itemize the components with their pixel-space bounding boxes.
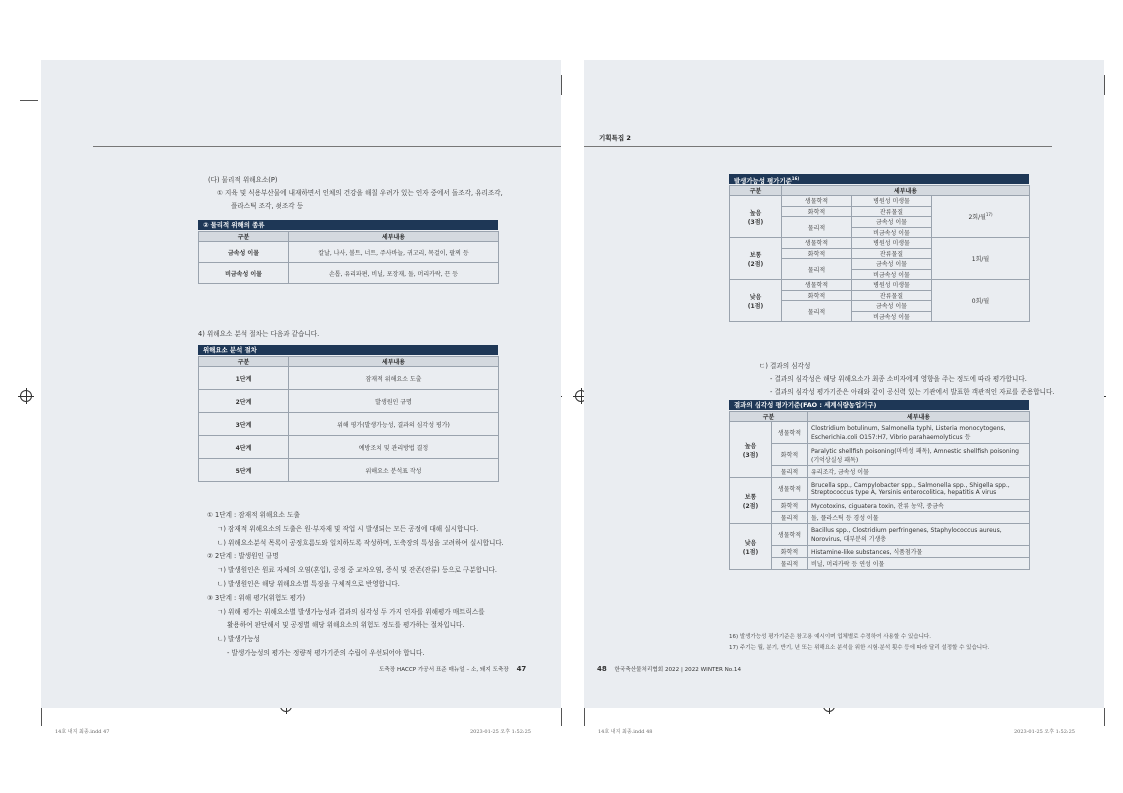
- footer-title: 한국축산물처리협회 2022 | 2022 WINTER No.14: [614, 667, 742, 673]
- footer-right: [597, 665, 741, 673]
- level-cell: [730, 478, 772, 524]
- level-score: (3점): [742, 451, 759, 459]
- severity-table-title: 결과의 심각성 평가기준(FAO : 세계식량농업기구): [729, 400, 1029, 410]
- table-cell: 4단계: [199, 436, 289, 459]
- detail-line: 유리조각, 금속성 이물: [811, 469, 869, 476]
- level-cell: [730, 196, 782, 238]
- level-label: 낮음: [749, 293, 762, 301]
- physical-table-title: ② 물리적 위해의 종류: [198, 220, 498, 230]
- step-line: ② 2단계 : 발생원인 규명: [207, 552, 279, 561]
- crop-mark: [561, 75, 562, 95]
- procedure-intro: 4) 위해요소 분석 절차는 다음과 같습니다.: [198, 330, 320, 338]
- level-score: (1점): [742, 548, 759, 556]
- detail-cell: [808, 500, 1030, 512]
- frequency-value: 0회/월: [971, 298, 990, 305]
- type-cell: 생물학적: [782, 196, 852, 207]
- registration-mark-icon: [20, 390, 32, 402]
- detail-cell: 비금속성 이물: [852, 227, 932, 238]
- footnote-ref: 17): [985, 212, 993, 217]
- col-header: 세부내용: [782, 186, 1030, 196]
- type-cell: 물리적: [772, 466, 808, 478]
- col-header: 세부내용: [808, 412, 1030, 422]
- slug-date-right: 2023-01-25 오후 1:52:25: [1014, 729, 1075, 735]
- detail-cell: [808, 466, 1030, 478]
- table-cell: 잠재적 위해요소 도출: [289, 367, 499, 390]
- level-label: 낮음: [744, 539, 757, 547]
- detail-cell: 병원성 미생물: [852, 280, 932, 291]
- likelihood-title-text: 발생가능성 평가기준: [734, 177, 792, 186]
- crop-mark: [584, 708, 585, 726]
- frequency-value: 2회/월: [968, 214, 986, 221]
- level-cell: [730, 280, 782, 322]
- col-header: 구분: [730, 186, 782, 196]
- type-cell: 생물학적: [782, 238, 852, 249]
- level-score: (1점): [747, 302, 764, 310]
- detail-cell: 잔류물질: [852, 248, 932, 259]
- level-cell: [730, 524, 772, 570]
- type-cell: 화학적: [772, 546, 808, 558]
- page-number: 47: [516, 665, 527, 673]
- detail-line: Clostridium botulinum, Salmonella typhi, Listeria monocytogens,: [811, 424, 1006, 432]
- type-cell: 생물학적: [782, 280, 852, 291]
- physical-definition-line: 플라스틱 조각, 쇳조각 등: [231, 202, 304, 210]
- left-page: [41, 60, 561, 708]
- detail-cell: 잔류물질: [852, 206, 932, 217]
- crop-mark: [41, 708, 42, 726]
- likelihood-table: [729, 185, 1030, 322]
- detail-cell: 병원성 미생물: [852, 238, 932, 249]
- table-cell: 위해요소 분석표 작성: [289, 459, 499, 482]
- detail-cell: [808, 478, 1030, 500]
- level-score: (3점): [747, 218, 764, 226]
- physical-hazard-table: [198, 231, 499, 284]
- type-cell: 화학적: [772, 500, 808, 512]
- frequency-value: 1회/월: [971, 256, 990, 263]
- page-number: 48: [597, 665, 607, 673]
- procedure-table-title: 위해요소 분석 절차: [198, 345, 498, 355]
- table-cell: 발생원인 규명: [289, 390, 499, 413]
- severity-line: - 결과의 심각성 평가기준은 아래와 같이 공신력 있는 기관에서 발표한 객관적인 자료를 준용합니다.: [770, 388, 1055, 396]
- physical-definition-line: ① 지육 및 식용부산물에 내재하면서 인체의 건강을 해칠 우려가 있는 인자 중에서 돌조각, 유리조각,: [217, 189, 503, 197]
- step-line: ㄱ) 위해 평가는 위해요소별 발생가능성과 결과의 심각성 두 가지 인자를 위해평가 매트릭스를: [217, 607, 485, 616]
- slug-file-right: 14호 내지 최종.indd 48: [598, 729, 653, 735]
- detail-line: 돌, 플라스틱 등 경성 이물: [811, 515, 879, 522]
- type-cell: 물리적: [782, 259, 852, 280]
- detail-cell: 금속성 이물: [852, 301, 932, 312]
- detail-line: Mycotoxins, ciguatera toxin, 잔류 농약, 중금속: [811, 503, 944, 510]
- slug-date-left: 2023-01-25 오후 1:52:25: [470, 729, 531, 735]
- step-line: ㄱ) 발생원인은 원료 자체의 오염(혼입), 공정 중 교차오염, 증식 및 잔존(잔류) 등으로 구분합니다.: [217, 566, 497, 575]
- table-cell: 1단계: [199, 367, 289, 390]
- type-cell: 생물학적: [772, 422, 808, 444]
- detail-line: Escherichia.coli O157:H7, Vibrio parahaemolyticus 등: [811, 433, 971, 441]
- footnote: 17) 주기는 월, 분기, 반기, 년 또는 위해요소 분석을 위한 시험·분석 횟수 등에 따라 달리 설정할 수 있습니다.: [729, 645, 990, 651]
- table-cell: 위해 평가(발생가능성, 결과의 심각성 평가): [289, 413, 499, 436]
- level-label: 보통: [744, 493, 757, 501]
- detail-line: Paralytic shellfish poisoning(마비성 패독), Amnestic shellfish poisoning: [811, 447, 1019, 455]
- running-head: 기획특집 2: [599, 134, 631, 142]
- level-score: (2점): [742, 502, 759, 510]
- detail-cell: 비금속성 이물: [852, 269, 932, 280]
- detail-cell: [808, 444, 1030, 466]
- type-cell: 화학적: [782, 206, 852, 217]
- detail-cell: 잔류물질: [852, 290, 932, 301]
- detail-cell: [808, 524, 1030, 546]
- frequency-cell: [932, 238, 1030, 280]
- col-header: 구분: [199, 232, 289, 242]
- detail-line: Brucella spp., Campylobacter spp., Salmonella spp., Shigella spp.,: [811, 481, 1010, 489]
- type-cell: 물리적: [782, 217, 852, 238]
- detail-cell: [808, 422, 1030, 444]
- table-cell: 5단계: [199, 459, 289, 482]
- header-rule: [584, 146, 1052, 147]
- detail-cell: [808, 512, 1030, 524]
- crop-mark: [1104, 708, 1105, 726]
- table-cell: 예방조치 및 관리방법 결정: [289, 436, 499, 459]
- level-label: 높음: [749, 209, 762, 217]
- step-line: ㄱ) 잠재적 위해요소의 도출은 원·부자재 및 작업 시 발생되는 모든 공정에 대해 실시합니다.: [217, 524, 479, 533]
- header-rule: [93, 146, 561, 147]
- footnote: 16) 발생가능성 평가기준은 참고용 예시이며 업체별로 수정하여 사용할 수 있습니다.: [729, 634, 931, 640]
- table-cell: 손톱, 유리파편, 비닐, 포장재, 돌, 머리카락, 끈 등: [289, 263, 499, 284]
- crop-mark: [561, 708, 562, 726]
- procedure-table: [198, 356, 499, 482]
- right-page: [584, 60, 1104, 708]
- likelihood-table-title: [729, 174, 1029, 184]
- level-cell: [730, 238, 782, 280]
- detail-line: 비닐, 머리카락 등 연성 이물: [811, 561, 885, 568]
- col-header: 세부내용: [289, 357, 499, 367]
- level-cell: [730, 422, 772, 478]
- frequency-cell: [932, 196, 1030, 238]
- detail-cell: 병원성 미생물: [852, 196, 932, 207]
- col-header: 구분: [730, 412, 808, 422]
- type-cell: 생물학적: [772, 478, 808, 500]
- type-cell: 화학적: [782, 248, 852, 259]
- footer-title: 도축장 HACCP 가공서 표준 매뉴얼 – 소, 돼지 도축장: [379, 667, 509, 673]
- type-cell: 생물학적: [772, 524, 808, 546]
- level-label: 보통: [749, 251, 762, 259]
- step-line: ㄴ) 발생원인은 해당 위해요소별 특징을 구체적으로 반영합니다.: [217, 580, 400, 588]
- crop-mark: [1104, 75, 1105, 95]
- col-header: 구분: [199, 357, 289, 367]
- detail-line: (기억상실성 패독): [811, 456, 859, 464]
- detail-cell: 금속성 이물: [852, 217, 932, 228]
- type-cell: 화학적: [782, 290, 852, 301]
- table-cell: 비금속성 이물: [199, 263, 289, 284]
- detail-line: Histamine-like substances, 식품첨가물: [811, 549, 923, 556]
- level-score: (2점): [747, 260, 764, 268]
- severity-table: [729, 411, 1030, 570]
- table-cell: 3단계: [199, 413, 289, 436]
- step-line: ㄴ) 발생가능성: [217, 635, 260, 644]
- type-cell: 물리적: [782, 301, 852, 322]
- step-line: - 발생가능성의 평가는 정량적 평가기준의 수립이 우선되어야 합니다.: [227, 649, 425, 657]
- section-heading-physical: (다) 물리적 위해요소(P): [208, 176, 278, 184]
- table-cell: 칼날, 나사, 볼트, 너트, 주사바늘, 귀고리, 목걸이, 팔찌 등: [289, 242, 499, 263]
- detail-line: Bacillus spp., Clostridium perfringenes, Staphylococcus aureus,: [811, 526, 1002, 534]
- severity-heading: ㄷ) 결과의 심각성: [759, 362, 811, 370]
- detail-cell: 비금속성 이물: [852, 311, 932, 322]
- col-header: 세부내용: [289, 232, 499, 242]
- severity-line: - 결과의 심각성은 해당 위해요소가 최종 소비자에게 영향을 주는 정도에 따라 평가합니다.: [770, 375, 1027, 383]
- step-line: ③ 3단계 : 위해 평가(위험도 평가): [207, 593, 306, 602]
- step-line: 활용하여 판단해서 및 공정별 해당 위해요소의 위험도 정도를 평가하는 절차입니다.: [227, 621, 465, 630]
- detail-cell: [808, 546, 1030, 558]
- detail-cell: 금속성 이물: [852, 259, 932, 270]
- slug-file-left: 14호 내지 최종.indd 47: [55, 729, 110, 735]
- footer-left: [379, 665, 526, 673]
- footnote-ref: 16): [791, 176, 800, 181]
- step-line: ① 1단계 : 잠재적 위해요소 도출: [207, 511, 300, 519]
- frequency-cell: [932, 280, 1030, 322]
- table-cell: 금속성 이물: [199, 242, 289, 263]
- detail-line: Norovirus, 대부분의 기생충: [811, 535, 887, 543]
- step-line: ㄴ) 위해요소분석 목록이 공정흐름도와 일치하도록 작성하며, 도축장의 특성을 고려하여 실시합니다.: [217, 538, 504, 547]
- crop-mark: [20, 100, 38, 101]
- type-cell: 물리적: [772, 558, 808, 570]
- detail-line: Streptococcus type A, Yersinis enterocolitica, hepatitis A virus: [811, 488, 997, 496]
- type-cell: 물리적: [772, 512, 808, 524]
- table-cell: 2단계: [199, 390, 289, 413]
- type-cell: 화학적: [772, 444, 808, 466]
- level-label: 높음: [744, 442, 757, 450]
- detail-cell: [808, 558, 1030, 570]
